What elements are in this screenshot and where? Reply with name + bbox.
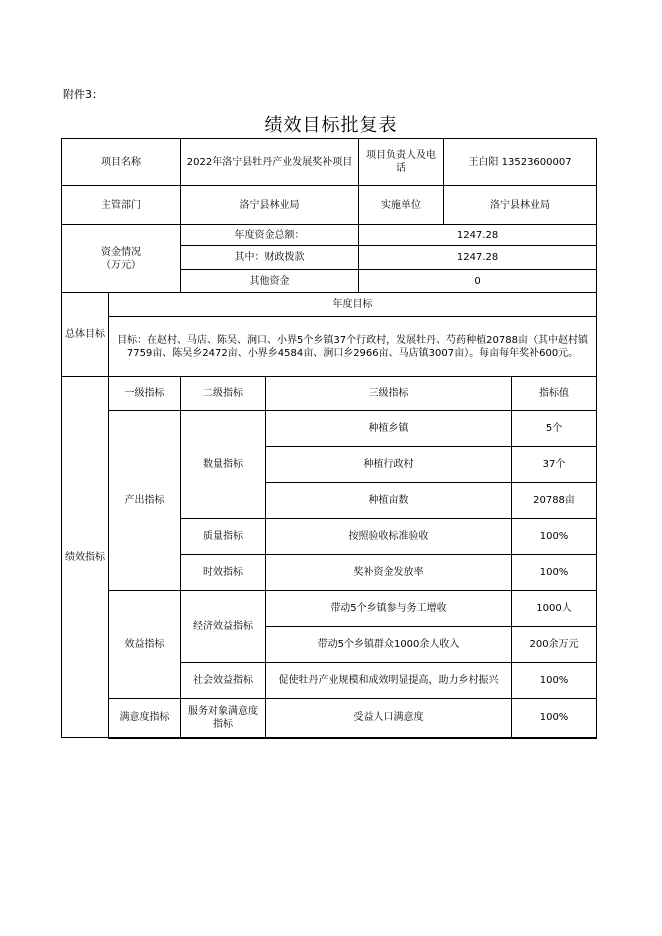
funds-fiscal-value: 1247.28 xyxy=(359,246,597,270)
benefit-indicator: 效益指标 xyxy=(109,591,181,699)
funds-fiscal-label: 其中：财政拨款 xyxy=(181,246,359,270)
indicator-value: 37个 xyxy=(512,447,597,483)
quality-indicator: 质量指标 xyxy=(181,519,266,555)
satisfaction-indicator: 满意度指标 xyxy=(109,699,181,738)
indicator-name: 受益人口满意度 xyxy=(266,699,512,738)
economic-indicator: 经济效益指标 xyxy=(181,591,266,663)
performance-indicators-label: 绩效指标 xyxy=(62,377,109,738)
impl-value: 洛宁县林业局 xyxy=(444,186,597,225)
indicator-value: 20788亩 xyxy=(512,483,597,519)
timeliness-indicator: 时效指标 xyxy=(181,555,266,591)
header-level3: 三级指标 xyxy=(266,377,512,411)
indicator-name: 带动5个乡镇参与务工增收 xyxy=(266,591,512,627)
manager-label: 项目负责人及电话 xyxy=(359,139,444,186)
annual-goal-text: 目标：在赵村、马店、陈吴、涧口、小界5个乡镇37个行政村，发展牡丹、芍药种植20788亩（其中赵村镇7759亩、陈吴乡2472亩、小界乡4584亩、涧口乡2966亩、马店镇3007亩）。每亩每年奖补600元。 xyxy=(109,317,597,377)
indicator-value: 100% xyxy=(512,699,597,738)
indicator-name: 种植亩数 xyxy=(266,483,512,519)
indicator-name: 按照验收标准验收 xyxy=(266,519,512,555)
indicator-name: 带动5个乡镇群众1000余人收入 xyxy=(266,627,512,663)
dept-label: 主管部门 xyxy=(62,186,181,225)
indicator-value: 200余万元 xyxy=(512,627,597,663)
attachment-label: 附件3： xyxy=(63,88,103,101)
funds-total-value: 1247.28 xyxy=(359,225,597,246)
header-level2: 二级指标 xyxy=(181,377,266,411)
funds-other-label: 其他资金 xyxy=(181,270,359,293)
indicator-value: 5个 xyxy=(512,411,597,447)
output-indicator: 产出指标 xyxy=(109,411,181,591)
header-level1: 一级指标 xyxy=(109,377,181,411)
header-value: 指标值 xyxy=(512,377,597,411)
project-name-value: 2022年洛宁县牡丹产业发展奖补项目 xyxy=(181,139,359,186)
indicator-value: 1000人 xyxy=(512,591,597,627)
project-name-label: 项目名称 xyxy=(62,139,181,186)
indicator-value: 100% xyxy=(512,663,597,699)
social-indicator: 社会效益指标 xyxy=(181,663,266,699)
indicator-name: 奖补资金发放率 xyxy=(266,555,512,591)
dept-value: 洛宁县林业局 xyxy=(181,186,359,225)
overall-goal-label: 总体目标 xyxy=(62,293,109,377)
indicator-name: 种植行政村 xyxy=(266,447,512,483)
funds-other-value: 0 xyxy=(359,270,597,293)
page-title: 绩效目标批复表 xyxy=(264,115,398,136)
indicator-value: 100% xyxy=(512,519,597,555)
quantity-indicator: 数量指标 xyxy=(181,411,266,519)
funds-label: 资金情况 （万元） xyxy=(62,225,181,293)
indicator-name: 促使牡丹产业规模和成效明显提高，助力乡村振兴 xyxy=(266,663,512,699)
indicator-name: 种植乡镇 xyxy=(266,411,512,447)
indicator-value: 100% xyxy=(512,555,597,591)
annual-goal-header: 年度目标 xyxy=(109,293,597,317)
manager-value: 王白阳 13523600007 xyxy=(444,139,597,186)
performance-goal-table xyxy=(61,138,597,739)
impl-label: 实施单位 xyxy=(359,186,444,225)
funds-total-label: 年度资金总额： xyxy=(181,225,359,246)
service-satisfaction-indicator: 服务对象满意度指标 xyxy=(181,699,266,738)
